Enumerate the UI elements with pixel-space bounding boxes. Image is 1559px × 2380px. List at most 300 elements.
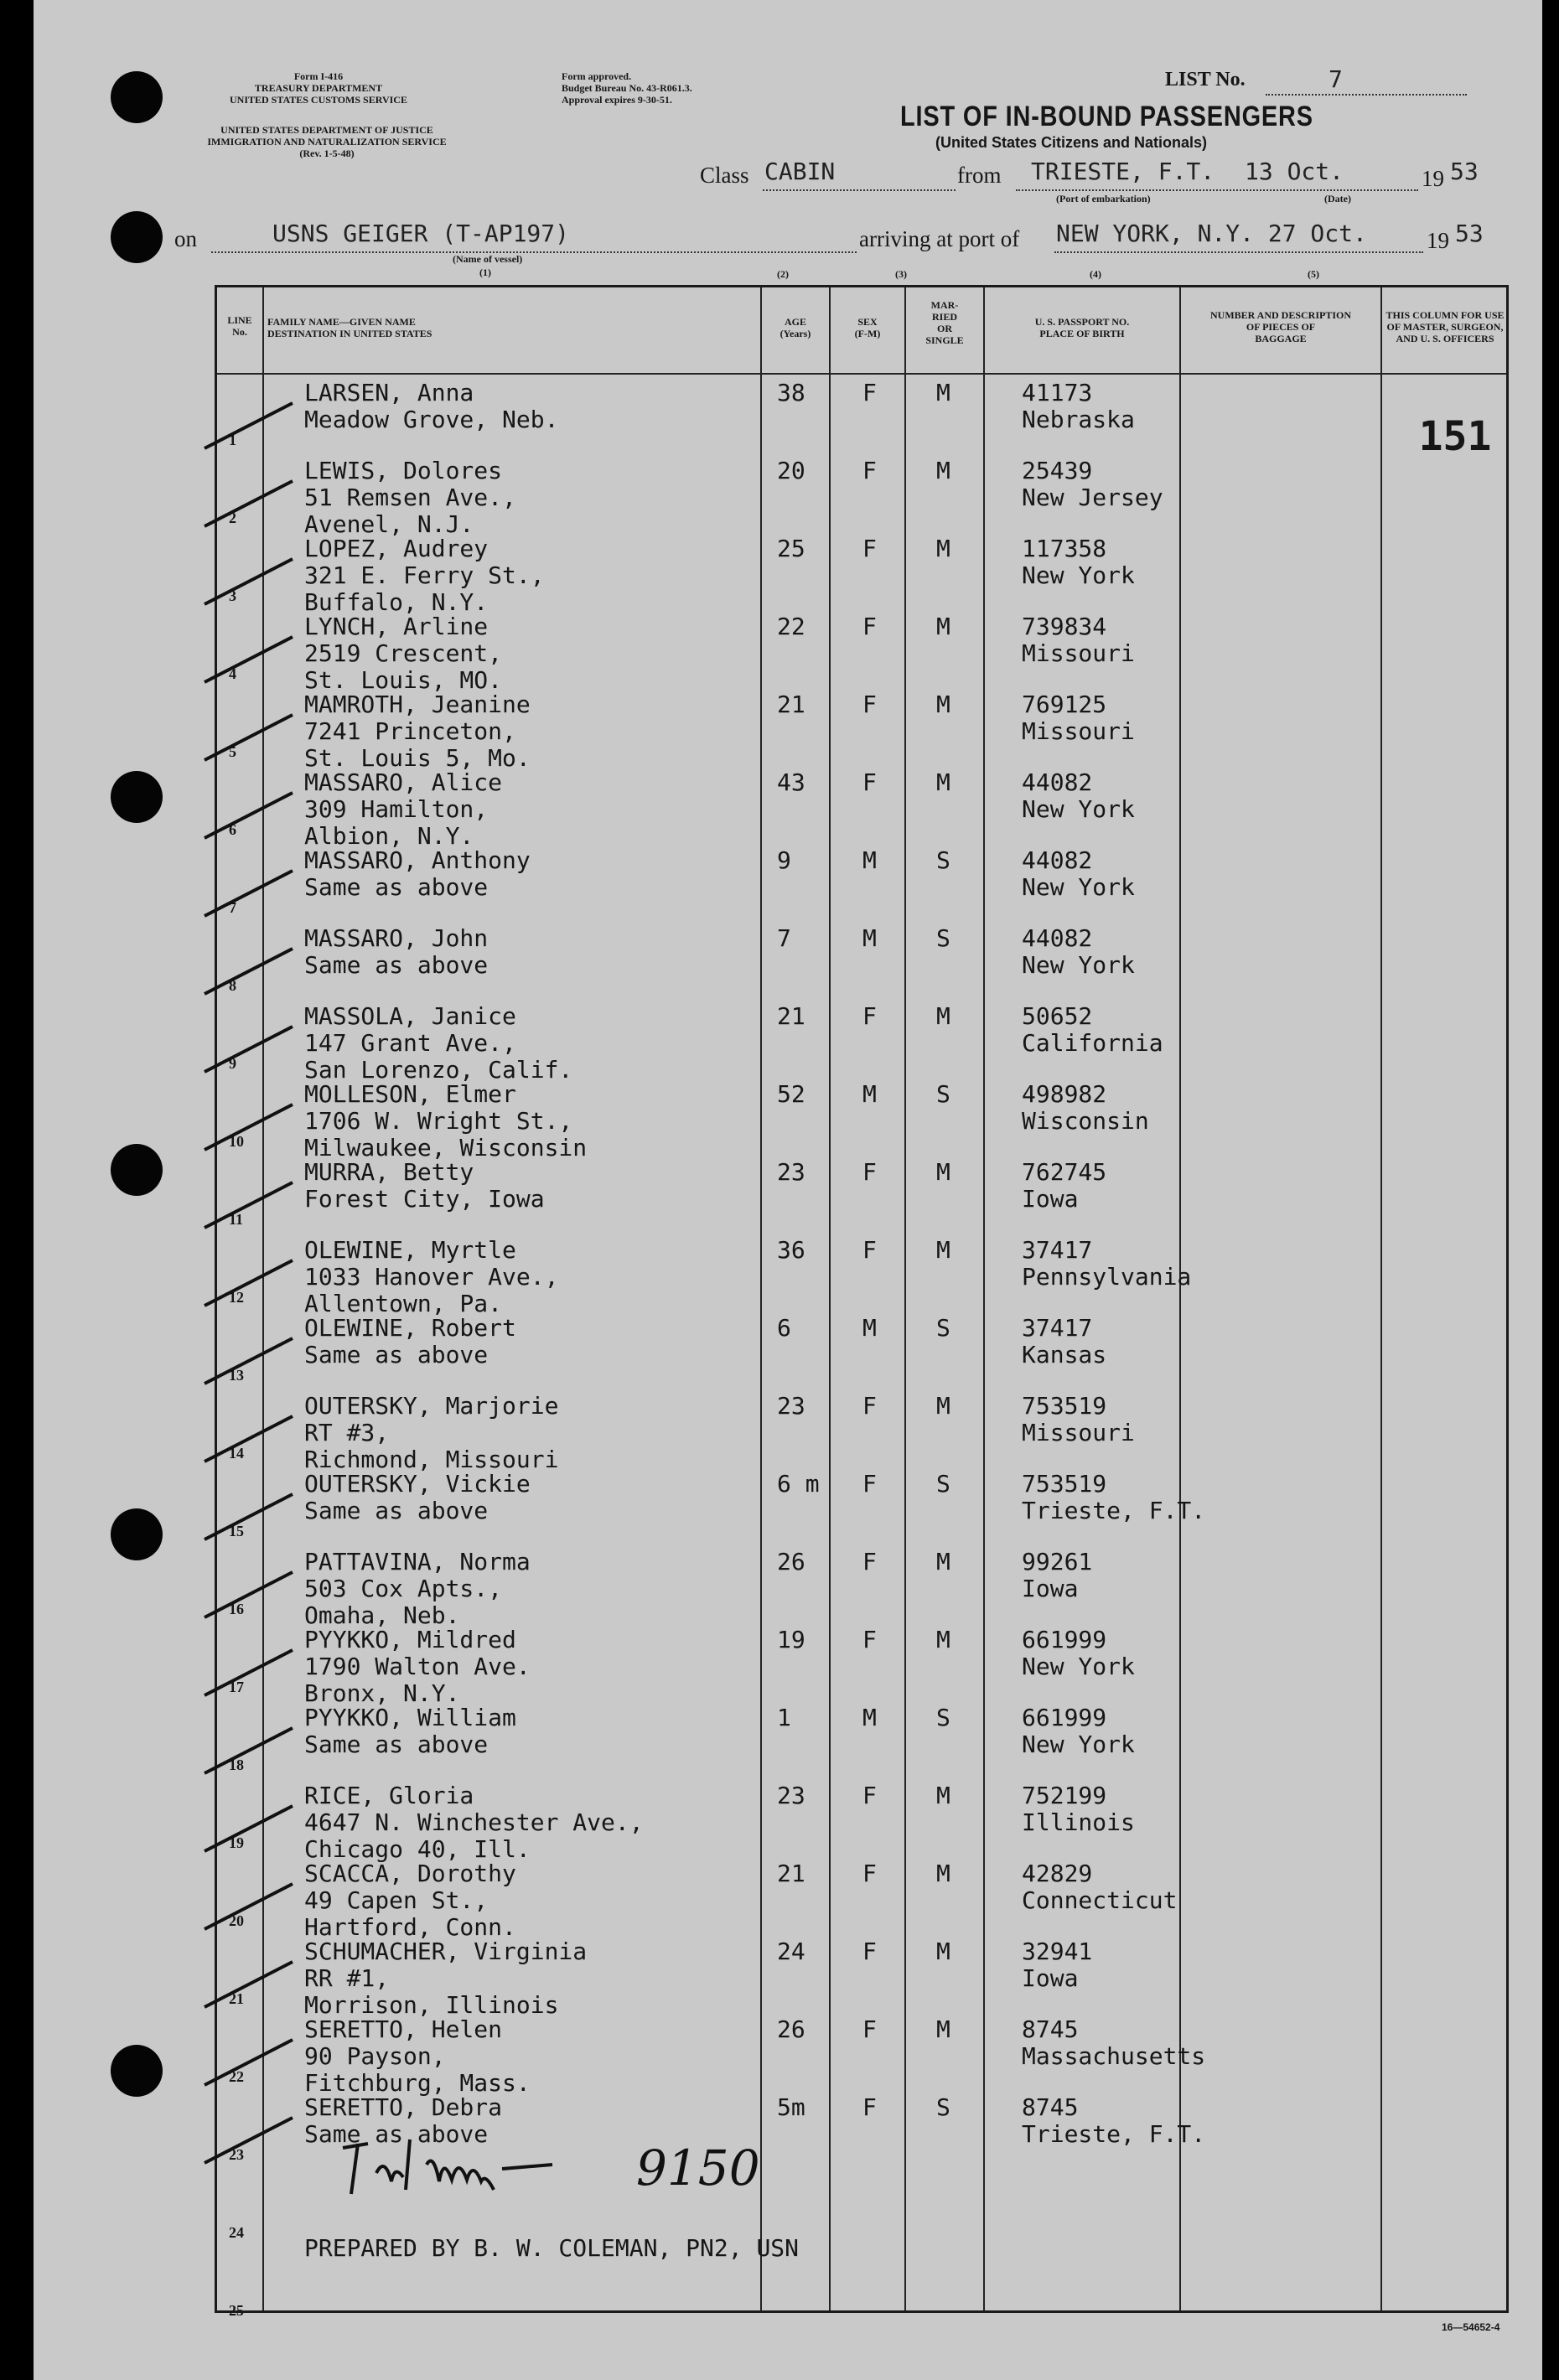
passenger-address-1: 7241 Princeton, <box>304 717 516 745</box>
passenger-name: MAMROTH, Jeanine <box>304 691 531 718</box>
passenger-address-2: St. Louis, MO. <box>304 666 503 694</box>
check-mark-icon <box>200 1020 301 1079</box>
place-of-birth: New Jersey <box>1022 484 1163 511</box>
table-row <box>217 380 1506 458</box>
place-of-birth: Missouri <box>1022 1419 1135 1446</box>
passenger-age: 38 <box>777 379 805 406</box>
passenger-marital-status: M <box>936 691 950 718</box>
passenger-age: 52 <box>777 1080 805 1108</box>
passport-number: 37417 <box>1022 1314 1093 1342</box>
page-subtitle: (United States Citizens and Nationals) <box>935 134 1208 151</box>
passenger-address-2: Avenel, N.J. <box>304 510 474 538</box>
passport-number: 50652 <box>1022 1002 1093 1030</box>
check-mark-icon <box>200 474 301 533</box>
passenger-marital-status: S <box>936 1080 950 1108</box>
passenger-age: 9 <box>777 846 791 874</box>
passenger-age: 1 <box>777 1704 791 1731</box>
line-number: 2 <box>229 510 236 526</box>
passenger-name: SERETTO, Debra <box>304 2093 503 2121</box>
passenger-age: 23 <box>777 1782 805 1809</box>
line-number: 12 <box>229 1289 244 1306</box>
place-of-birth: New York <box>1022 951 1135 979</box>
passenger-marital-status: M <box>936 1548 950 1575</box>
print-code: 16—54652-4 <box>1442 2321 1500 2333</box>
passenger-marital-status: M <box>936 1392 950 1420</box>
passenger-address-2: Bronx, N.Y. <box>304 1679 460 1707</box>
punch-hole <box>111 1508 163 1560</box>
passport-number: 739834 <box>1022 613 1107 640</box>
vessel-underline <box>211 251 857 253</box>
passenger-marital-status: M <box>936 1002 950 1030</box>
table-row <box>217 1471 1506 1549</box>
passenger-marital-status: S <box>936 2093 950 2121</box>
page-title: LIST OF IN-BOUND PASSENGERS <box>900 101 1313 132</box>
passenger-address-1: 503 Cox Apts., <box>304 1575 503 1602</box>
header-agency-block <box>201 70 436 106</box>
passport-number: 752199 <box>1022 1782 1107 1809</box>
passenger-name: PYYKKO, Mildred <box>304 1626 516 1653</box>
port-caption: (Port of embarkation) <box>1056 193 1151 204</box>
passenger-name: LEWIS, Dolores <box>304 457 503 484</box>
place-of-birth: New York <box>1022 1731 1135 1758</box>
passenger-sex: F <box>862 535 877 562</box>
signature-scribble <box>334 2131 636 2207</box>
passenger-address-1: 321 E. Ferry St., <box>304 561 545 589</box>
list-number-label: LIST No. <box>1165 69 1246 91</box>
passenger-address-2: Richmond, Missouri <box>304 1446 559 1473</box>
check-mark-icon <box>200 942 301 1001</box>
place-of-birth: Missouri <box>1022 639 1135 667</box>
passenger-name: OLEWINE, Robert <box>304 1314 516 1342</box>
passenger-age: 24 <box>777 1938 805 1965</box>
column-number-4: (4) <box>1090 268 1101 280</box>
passport-number: 44082 <box>1022 768 1093 796</box>
passenger-sex: M <box>862 1704 877 1731</box>
passenger-address-1: 51 Remsen Ave., <box>304 484 516 511</box>
passenger-address-1: Same as above <box>304 2120 489 2148</box>
punch-hole <box>111 211 163 263</box>
passenger-name: MOLLESON, Elmer <box>304 1080 516 1108</box>
passenger-marital-status: M <box>936 613 950 640</box>
justice-block <box>176 124 478 159</box>
passenger-name: LARSEN, Anna <box>304 379 474 406</box>
approval-line: Approval expires 9-30-51. <box>562 94 672 106</box>
place-of-birth: Iowa <box>1022 1964 1079 1992</box>
passenger-address-1: Same as above <box>304 1731 489 1758</box>
passenger-name: PYYKKO, William <box>304 1704 516 1731</box>
vessel-caption: (Name of vessel) <box>453 253 523 265</box>
check-mark-icon <box>200 1955 301 2014</box>
table-row <box>217 1549 1506 1627</box>
passport-number: 44082 <box>1022 924 1093 952</box>
column-number-3: (3) <box>895 268 907 280</box>
passenger-age: 21 <box>777 691 805 718</box>
passenger-name: PATTAVINA, Norma <box>304 1548 531 1575</box>
line-number: 17 <box>229 1679 244 1695</box>
passenger-address-1: 90 Payson, <box>304 2042 446 2070</box>
table-row <box>217 1159 1506 1237</box>
passenger-address-1: 2519 Crescent, <box>304 639 503 667</box>
passport-number: 25439 <box>1022 457 1093 484</box>
line-number: 23 <box>229 2146 244 2163</box>
passenger-marital-status: M <box>936 535 950 562</box>
check-mark-icon <box>200 786 301 845</box>
table-row <box>217 1393 1506 1471</box>
place-of-birth: Wisconsin <box>1022 1107 1149 1135</box>
line-number: 3 <box>229 587 236 604</box>
revision-date: (Rev. 1-5-48) <box>299 147 355 159</box>
from-label: from <box>957 163 1002 188</box>
punch-hole <box>111 71 163 123</box>
passenger-sex: M <box>862 1314 877 1342</box>
check-mark-icon <box>200 1098 301 1156</box>
check-mark-icon <box>200 2033 301 2092</box>
place-of-birth: Illinois <box>1022 1808 1135 1836</box>
column-number-1: (1) <box>479 266 491 278</box>
line-number: 7 <box>229 899 236 916</box>
column-number-5: (5) <box>1308 268 1319 280</box>
passenger-address-1: 49 Capen St., <box>304 1886 489 1914</box>
check-mark-icon <box>200 1799 301 1858</box>
header-divider <box>217 373 1506 375</box>
passenger-sex: F <box>862 457 877 484</box>
passenger-marital-status: S <box>936 1704 950 1731</box>
embarkation-year: 53 <box>1450 158 1479 185</box>
line-number: 8 <box>229 977 236 994</box>
passenger-age: 21 <box>777 1860 805 1887</box>
passenger-address-2: Buffalo, N.Y. <box>304 588 489 616</box>
class-value: CABIN <box>764 158 836 185</box>
date-caption: (Date) <box>1324 193 1351 204</box>
table-row <box>217 458 1506 536</box>
treasury-dept: TREASURY DEPARTMENT <box>254 82 383 94</box>
line-number: 19 <box>229 1834 244 1851</box>
place-of-birth: New York <box>1022 873 1135 901</box>
passenger-sex: F <box>862 1860 877 1887</box>
passenger-address-2: Hartford, Conn. <box>304 1913 516 1941</box>
line-number: 25 <box>229 2302 244 2319</box>
place-of-birth: Iowa <box>1022 1575 1079 1602</box>
arriving-label: arriving at port of <box>859 226 1020 251</box>
check-mark-icon <box>200 1877 301 1936</box>
passenger-address-2: San Lorenzo, Calif. <box>304 1056 573 1084</box>
line-number: 22 <box>229 2068 244 2085</box>
table-row <box>217 1237 1506 1315</box>
passenger-address-1: Same as above <box>304 873 489 901</box>
passport-number: 8745 <box>1022 2093 1079 2121</box>
check-mark-icon <box>200 1488 301 1546</box>
passenger-name: LYNCH, Arline <box>304 613 489 640</box>
passenger-address-2: Chicago 40, Ill. <box>304 1835 531 1863</box>
passenger-marital-status: M <box>936 1158 950 1186</box>
passenger-sex: F <box>862 1548 877 1575</box>
check-mark-icon <box>200 1721 301 1780</box>
passenger-age: 43 <box>777 768 805 796</box>
passport-number: 661999 <box>1022 1626 1107 1653</box>
passport-number: 769125 <box>1022 691 1107 718</box>
table-row <box>217 1938 1506 2019</box>
line-number: 4 <box>229 665 236 682</box>
customs-service: UNITED STATES CUSTOMS SERVICE <box>230 94 407 106</box>
passenger-address-2: Omaha, Neb. <box>304 1601 460 1629</box>
table-row <box>217 2015 1506 2097</box>
place-of-birth: California <box>1022 1029 1163 1057</box>
passenger-sex: F <box>862 768 877 796</box>
passenger-sex: M <box>862 924 877 952</box>
check-mark-icon <box>200 1565 301 1624</box>
passenger-name: MASSARO, John <box>304 924 489 952</box>
col-header-sex: SEX (F-M) <box>854 316 881 339</box>
passport-number: 99261 <box>1022 1548 1093 1575</box>
passenger-name: OLEWINE, Myrtle <box>304 1236 516 1264</box>
check-mark-icon <box>200 864 301 923</box>
passenger-address-1: Same as above <box>304 1341 489 1368</box>
passenger-address-1: Same as above <box>304 951 489 979</box>
check-mark-icon <box>200 1410 301 1468</box>
passenger-sex: F <box>862 2093 877 2121</box>
passport-number: 661999 <box>1022 1704 1107 1731</box>
line-number: 5 <box>229 743 236 760</box>
passenger-age: 7 <box>777 924 791 952</box>
passport-number: 753519 <box>1022 1392 1107 1420</box>
passenger-sex: M <box>862 846 877 874</box>
passenger-sex: F <box>862 1470 877 1498</box>
line-number: 24 <box>229 2224 244 2241</box>
passport-number: 117358 <box>1022 535 1107 562</box>
passenger-sex: M <box>862 1080 877 1108</box>
passenger-marital-status: S <box>936 1314 950 1342</box>
passenger-sex: F <box>862 613 877 640</box>
passenger-age: 21 <box>777 1002 805 1030</box>
check-mark-icon <box>200 1254 301 1312</box>
line-number: 20 <box>229 1912 244 1929</box>
table-row <box>217 1002 1506 1084</box>
on-label: on <box>174 226 197 251</box>
passenger-age: 26 <box>777 2015 805 2043</box>
table-row <box>217 1315 1506 1393</box>
from-underline <box>1016 189 1418 191</box>
punch-hole <box>111 2045 163 2097</box>
place-of-birth: Connecticut <box>1022 1886 1178 1914</box>
passenger-sex: F <box>862 379 877 406</box>
passenger-marital-status: M <box>936 1782 950 1809</box>
table-row <box>217 925 1506 1003</box>
class-underline <box>763 189 956 191</box>
check-mark-icon <box>200 1643 301 1702</box>
embarkation-date: 13 Oct. <box>1245 158 1344 185</box>
approval-block <box>562 70 780 106</box>
passenger-marital-status: S <box>936 924 950 952</box>
passenger-age: 19 <box>777 1626 805 1653</box>
passenger-address-2: Milwaukee, Wisconsin <box>304 1134 588 1162</box>
check-mark-icon <box>200 1332 301 1390</box>
passenger-sex: F <box>862 1236 877 1264</box>
table-row <box>217 535 1506 616</box>
table-row <box>217 691 1506 772</box>
passenger-age: 23 <box>777 1158 805 1186</box>
passenger-marital-status: S <box>936 1470 950 1498</box>
col-header-age: AGE (Years) <box>780 316 811 339</box>
passport-number: 32941 <box>1022 1938 1093 1965</box>
table-row <box>217 1705 1506 1782</box>
line-number: 11 <box>229 1211 244 1228</box>
punch-hole <box>111 771 163 823</box>
check-mark-icon <box>200 708 301 767</box>
passport-number: 44082 <box>1022 846 1093 874</box>
form-id: Form I-416 <box>293 70 344 82</box>
place-of-birth: Kansas <box>1022 1341 1107 1368</box>
place-of-birth: New York <box>1022 795 1135 823</box>
col-header-name: FAMILY NAME—GIVEN NAME DESTINATION IN UNITED STATES <box>267 316 432 339</box>
col-header-married: MAR- RIED OR SINGLE <box>925 299 964 346</box>
passenger-name: MASSARO, Alice <box>304 768 503 796</box>
passport-number: 8745 <box>1022 2015 1079 2043</box>
passport-number: 42829 <box>1022 1860 1093 1887</box>
passenger-address-2: Allentown, Pa. <box>304 1290 503 1317</box>
table-row <box>217 768 1506 850</box>
passenger-address-2: Albion, N.Y. <box>304 822 474 850</box>
passenger-address-2: Morrison, Illinois <box>304 1991 559 2019</box>
list-number-underline <box>1266 94 1467 96</box>
table-row <box>217 1627 1506 1705</box>
port-of-embarkation: TRIESTE, F.T. <box>1031 158 1215 185</box>
passenger-address-1: 1790 Walton Ave. <box>304 1653 531 1680</box>
passenger-address-1: 147 Grant Ave., <box>304 1029 516 1057</box>
passenger-address-1: Same as above <box>304 1497 489 1524</box>
passenger-address-2: St. Louis 5, Mo. <box>304 744 531 772</box>
passenger-address-1: RR #1, <box>304 1964 390 1992</box>
passenger-sex: F <box>862 2015 877 2043</box>
check-mark-icon <box>200 552 301 611</box>
year-prefix: 19 <box>1422 166 1444 191</box>
place-of-birth: Trieste, F.T. <box>1022 1497 1206 1524</box>
passenger-marital-status: M <box>936 2015 950 2043</box>
table-row <box>217 613 1506 694</box>
passenger-age: 5m <box>777 2093 805 2121</box>
passport-number: 37417 <box>1022 1236 1093 1264</box>
passenger-name: SERETTO, Helen <box>304 2015 503 2043</box>
passport-number: 41173 <box>1022 379 1093 406</box>
prepared-by: PREPARED BY B. W. COLEMAN, PN2, USN <box>304 2234 800 2262</box>
arrival-year-prefix: 19 <box>1427 228 1449 253</box>
table-row <box>217 1782 1506 1863</box>
place-of-birth: New York <box>1022 561 1135 589</box>
passenger-name: SCACCA, Dorothy <box>304 1860 516 1887</box>
passenger-name: MASSOLA, Janice <box>304 1002 516 1030</box>
place-of-birth: Iowa <box>1022 1185 1079 1213</box>
port-of-arrival: NEW YORK, N.Y. 27 Oct. <box>1056 220 1367 247</box>
passenger-sex: F <box>862 1782 877 1809</box>
passenger-age: 25 <box>777 535 805 562</box>
table-row <box>217 1080 1506 1162</box>
line-number: 21 <box>229 1990 244 2007</box>
place-of-birth: Pennsylvania <box>1022 1263 1192 1291</box>
line-number: 14 <box>229 1445 244 1462</box>
passport-number: 498982 <box>1022 1080 1107 1108</box>
passenger-age: 26 <box>777 1548 805 1575</box>
line-number: 1 <box>229 432 236 448</box>
passenger-marital-status: M <box>936 1860 950 1887</box>
line-number: 10 <box>229 1133 244 1150</box>
list-number: 7 <box>1329 65 1343 93</box>
line-number: 6 <box>229 821 236 838</box>
place-of-birth: New York <box>1022 1653 1135 1680</box>
arrival-year: 53 <box>1455 220 1484 247</box>
signature-note: 9150 <box>636 2139 760 2196</box>
column-number-2: (2) <box>777 268 789 280</box>
passenger-age: 6 m <box>777 1470 820 1498</box>
passenger-age: 36 <box>777 1236 805 1264</box>
passenger-age: 23 <box>777 1392 805 1420</box>
passenger-sex: F <box>862 1626 877 1653</box>
passenger-name: LOPEZ, Audrey <box>304 535 489 562</box>
passenger-sex: F <box>862 1938 877 1965</box>
line-number: 15 <box>229 1523 244 1539</box>
passport-number: 753519 <box>1022 1470 1107 1498</box>
passenger-address-2: Fitchburg, Mass. <box>304 2069 531 2097</box>
col-header-passport: U. S. PASSPORT NO. PLACE OF BIRTH <box>1034 316 1130 339</box>
place-of-birth: Massachusetts <box>1022 2042 1206 2070</box>
passenger-table <box>215 285 1509 2319</box>
passenger-marital-status: M <box>936 457 950 484</box>
passenger-address-1: 309 Hamilton, <box>304 795 489 823</box>
table-row <box>217 847 1506 925</box>
check-mark-icon <box>200 2111 301 2170</box>
passenger-name: MURRA, Betty <box>304 1158 474 1186</box>
passenger-age: 6 <box>777 1314 791 1342</box>
passenger-name: SCHUMACHER, Virginia <box>304 1938 588 1965</box>
passenger-address-1: Forest City, Iowa <box>304 1185 545 1213</box>
check-mark-icon <box>200 630 301 689</box>
place-of-birth: Missouri <box>1022 717 1135 745</box>
passenger-sex: F <box>862 1158 877 1186</box>
immigration-service: IMMIGRATION AND NATURALIZATION SERVICE <box>207 136 447 147</box>
passenger-sex: F <box>862 691 877 718</box>
vessel-name: USNS GEIGER (T-AP197) <box>272 220 570 247</box>
passenger-marital-status: M <box>936 379 950 406</box>
line-number: 18 <box>229 1757 244 1773</box>
col-header-baggage: NUMBER AND DESCRIPTION OF PIECES OF BAGGAGE <box>1209 309 1352 344</box>
justice-dept: UNITED STATES DEPARTMENT OF JUSTICE <box>220 124 433 136</box>
passenger-age: 20 <box>777 457 805 484</box>
line-number: 9 <box>229 1055 236 1072</box>
passenger-name: RICE, Gloria <box>304 1782 474 1809</box>
col-header-officers: THIS COLUMN FOR USE OF MASTER, SURGEON, AND U. S. OFFICERS <box>1385 309 1505 344</box>
line-number: 13 <box>229 1367 244 1384</box>
line-number: 16 <box>229 1601 244 1617</box>
passenger-address-1: 4647 N. Winchester Ave., <box>304 1808 644 1836</box>
passenger-marital-status: S <box>936 846 950 874</box>
approval-line: Form approved. <box>562 70 632 82</box>
passenger-address-1: 1706 W. Wright St., <box>304 1107 573 1135</box>
check-mark-icon <box>200 396 301 455</box>
passenger-address-1: Meadow Grove, Neb. <box>304 406 559 433</box>
passenger-marital-status: M <box>936 1236 950 1264</box>
passenger-address-1: 1033 Hanover Ave., <box>304 1263 559 1291</box>
passenger-marital-status: M <box>936 1626 950 1653</box>
passenger-name: OUTERSKY, Marjorie <box>304 1392 559 1420</box>
passenger-name: OUTERSKY, Vickie <box>304 1470 531 1498</box>
passenger-address-1: RT #3, <box>304 1419 390 1446</box>
officer-note: 151 <box>1418 413 1492 460</box>
passport-number: 762745 <box>1022 1158 1107 1186</box>
passenger-marital-status: M <box>936 768 950 796</box>
place-of-birth: Trieste, F.T. <box>1022 2120 1206 2148</box>
document-page <box>34 0 1542 2380</box>
passenger-name: MASSARO, Anthony <box>304 846 531 874</box>
place-of-birth: Nebraska <box>1022 406 1135 433</box>
passenger-age: 22 <box>777 613 805 640</box>
